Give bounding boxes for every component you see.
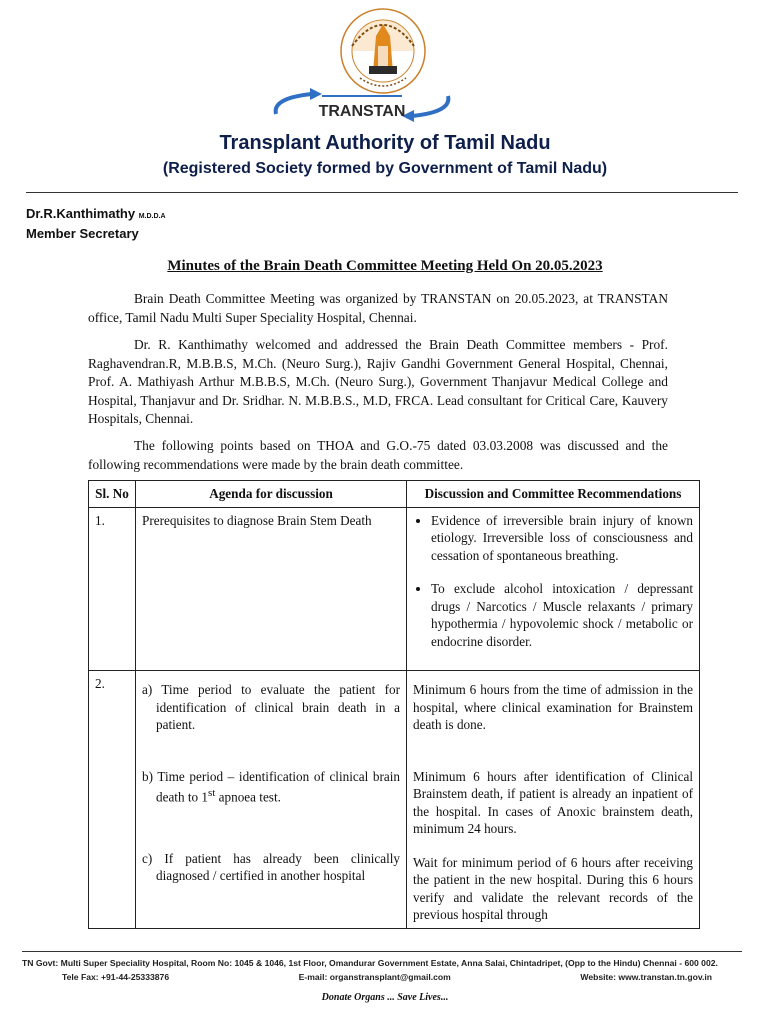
transtan-logo <box>262 84 462 126</box>
paragraph-points: The following points based on THOA and G.O.-75 dated 03.03.2008 was discussed and the following recommendations were made by the brain death committee. <box>88 438 668 472</box>
row2-agenda-c: c) If patient has already been clinically diagnosed / certified in another hospital <box>142 850 400 884</box>
signatory-block <box>26 205 166 242</box>
table-row <box>89 507 700 671</box>
row2-agenda-b-end: apnoea test. <box>215 789 281 805</box>
header-agenda: Agenda for discussion <box>136 481 407 508</box>
document-title: Minutes of the Brain Death Committee Meeting Held On 20.05.2023 <box>167 258 603 274</box>
header-discussion: Discussion and Committee Recommendations <box>407 481 700 508</box>
minutes-table <box>88 480 700 929</box>
row2-rec-a: Minimum 6 hours from the time of admission in the hospital, where clinical examination for Brainstem death is done. <box>413 682 693 732</box>
row1-number: 1. <box>89 507 136 671</box>
row1-bullet-2: • To exclude alcohol intoxication / depressant drugs / Narcotics / Muscle relaxants / primary hypothermia / hypovolemic shock / metabolic or endocrine disorder. <box>431 580 693 650</box>
signatory-designation: Member Secretary <box>26 226 139 241</box>
row2-agenda-b-sup: st <box>208 787 216 799</box>
paragraph-intro: Brain Death Committee Meeting was organized by TRANSTAN on 20.05.2023, at TRANSTAN office, Tamil Nadu Multi Super Speciality Hospital, Chennai. <box>88 291 668 325</box>
signatory-qualification: M.D.D.A <box>138 213 166 220</box>
row2-agenda-a: a) Time period to evaluate the patient for identification of clinical brain death in a patient. <box>142 682 400 732</box>
row1-bullet-1: • Evidence of irreversible brain injury of known etiology. Irreversible loss of consciousness and cessation of spontaneous breathing. <box>431 512 693 565</box>
header-sl-no: Sl. No <box>89 481 136 508</box>
row2-recommendations <box>407 671 700 929</box>
row2-rec-c: Wait for minimum period of 6 hours after receiving the patient in the new hospital. During this 6 hours verify and validate the relevant records of the previous hospital through <box>413 854 693 922</box>
row2-agenda-b <box>142 768 400 806</box>
signatory-name: Dr.R.Kanthimathy <box>26 206 136 221</box>
footer-email[interactable]: E-mail: organstransplant@gmail.com <box>298 972 451 982</box>
header-divider <box>26 192 738 193</box>
footer-tagline: Donate Organs ... Save Lives... <box>321 992 449 1003</box>
org-title: Transplant Authority of Tamil Nadu <box>219 132 551 154</box>
tamilnadu-government-seal <box>338 6 428 96</box>
paragraph-members: Dr. R. Kanthimathy welcomed and addressed the Brain Death Committee members - Prof. Raghavendran.R, M.B.B.S, M.Ch. (Neuro Surg.), Rajiv Gandhi Government General Hospital, Chennai, Prof. A. Mathiyash Arthur M.B.B.S, M.Ch. (Neuro Surg.), Government Thanjavur Medical College and Hospital, Thanjavur and Dr. Sridhar. N. M.B.B.S., M.D, FRCA. Lead consultant for Critical Care, Kauvery Hospitals, Chennai. <box>88 337 668 426</box>
footer-telefax: Tele Fax: +91-44-25333876 <box>62 972 170 982</box>
table-header-row <box>89 481 700 508</box>
logo-text: TRANSTAN <box>318 103 406 120</box>
footer-divider <box>22 951 742 952</box>
row2-agenda-b-text: b) Time period – identification of clinical brain death to 1 <box>142 768 400 805</box>
org-subtitle: (Registered Society formed by Government of Tamil Nadu) <box>162 160 608 177</box>
footer-website[interactable]: Website: www.transtan.tn.gov.in <box>580 972 712 982</box>
row2-rec-b: Minimum 6 hours after identification of Clinical Brainstem death, if patient is already an inpatient of the hospital. In cases of Anoxic brainstem death, minimum 24 hours. <box>413 768 693 836</box>
row1-recommendations <box>407 507 700 671</box>
row2-number: 2. <box>89 671 136 929</box>
table-row <box>89 671 700 929</box>
footer-address: TN Govt: Multi Super Speciality Hospital, Room No: 1045 & 1046, 1st Floor, Omandurar Government Estate, Anna Salai, Chintadripet, (Opp to the Hindu) Chennai - 600 002. <box>22 958 718 968</box>
row2-agenda <box>136 671 407 929</box>
row1-agenda: Prerequisites to diagnose Brain Stem Death <box>136 507 407 671</box>
footer-contact <box>62 972 712 982</box>
